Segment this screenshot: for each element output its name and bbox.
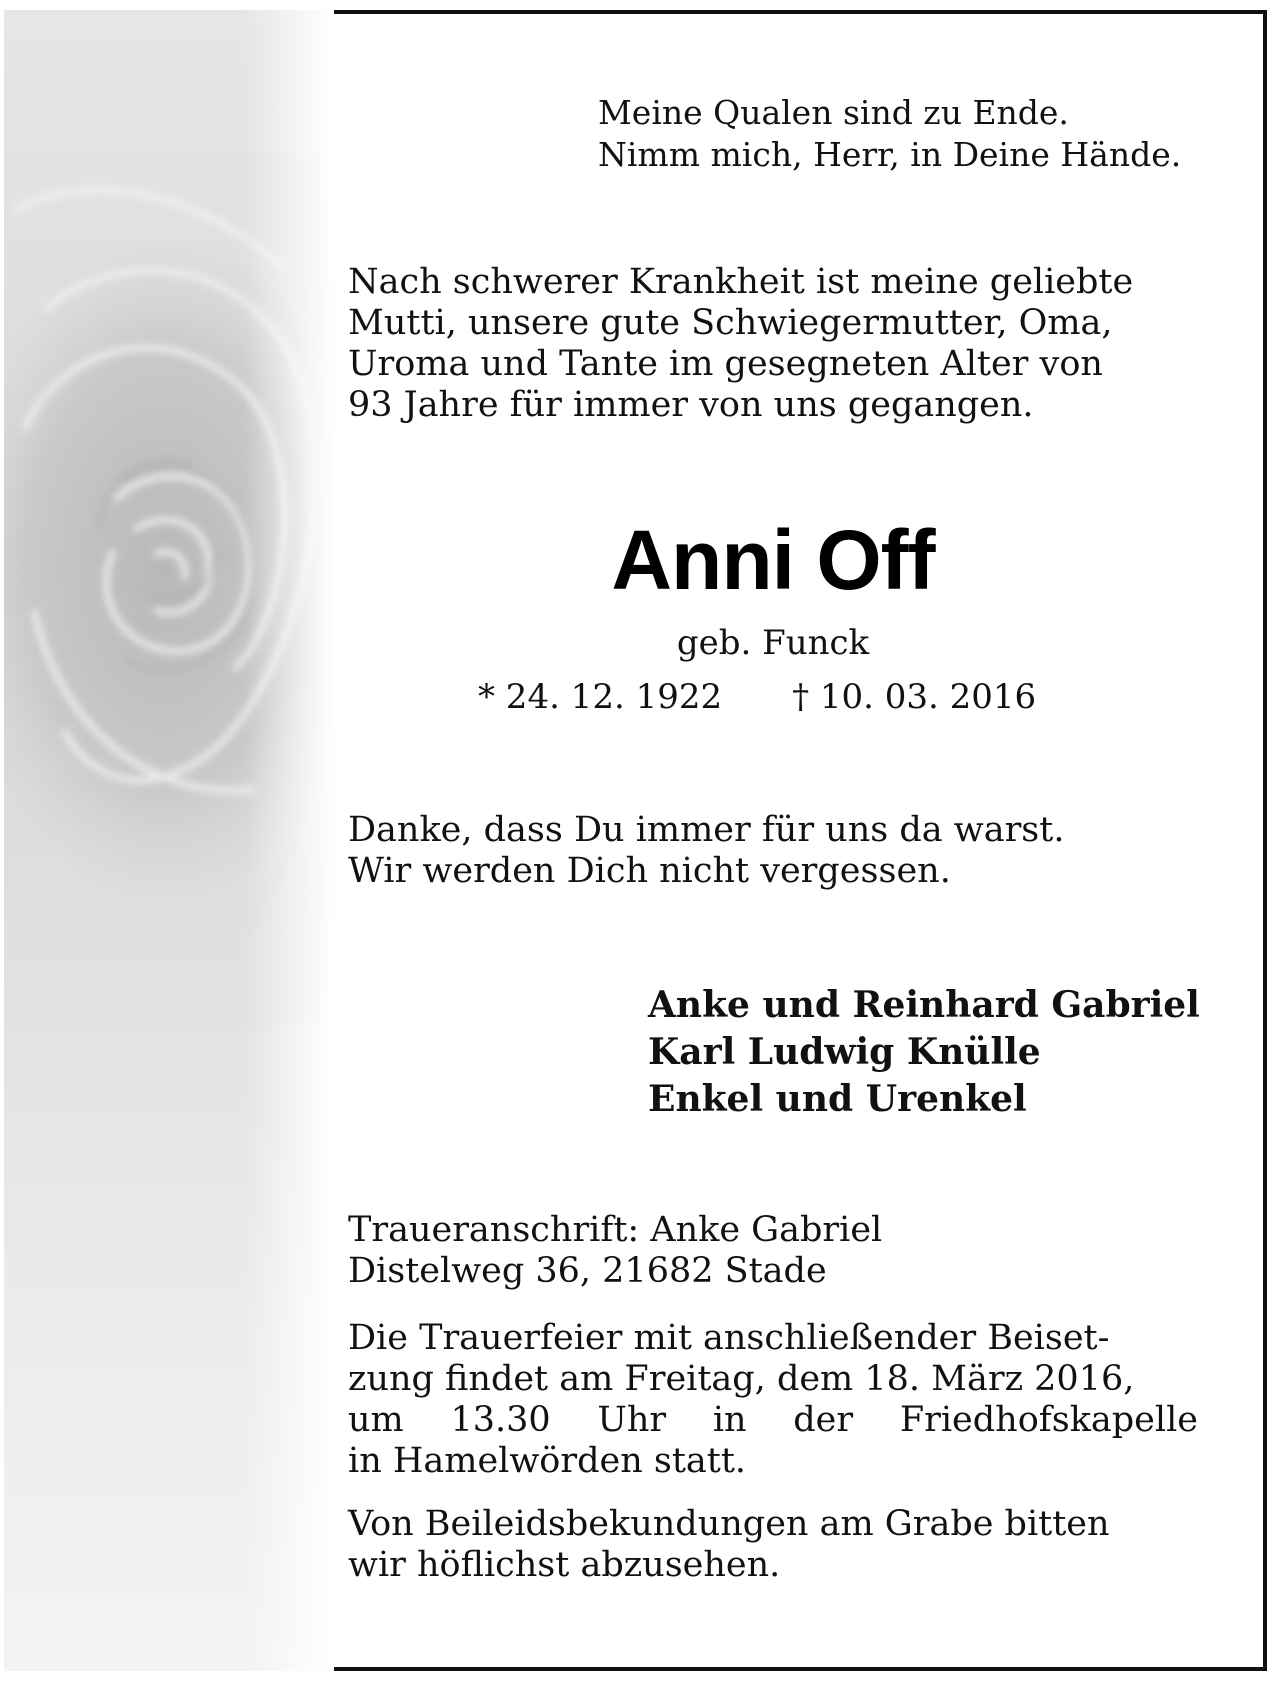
ceremony-line: um 13.30 Uhr in der Friedhofskapelle xyxy=(348,1400,1198,1440)
death-date: † 10. 03. 2016 xyxy=(792,677,1037,717)
rose-image xyxy=(4,10,334,1671)
mourner-name: Karl Ludwig Knülle xyxy=(648,1031,1041,1073)
ceremony-paragraph xyxy=(348,1318,1198,1482)
mourner-name: Anke und Reinhard Gabriel xyxy=(648,984,1200,1026)
maiden-name: geb. Funck xyxy=(676,623,870,663)
birth-date: * 24. 12. 1922 xyxy=(478,677,723,717)
thanks-line: Danke, dass Du immer für uns da warst. xyxy=(348,810,1065,850)
intro-line: Mutti, unsere gute Schwiegermutter, Oma, xyxy=(348,303,1113,343)
motto xyxy=(598,92,1181,176)
condolences-paragraph xyxy=(348,1504,1198,1586)
thanks-paragraph xyxy=(348,810,1198,892)
mourner-name: Enkel und Urenkel xyxy=(648,1078,1027,1120)
mourners-list xyxy=(648,982,1200,1123)
obituary-content xyxy=(348,0,1198,1681)
address-line: Traueranschrift: Anke Gabriel xyxy=(348,1210,883,1250)
address-line: Distelweg 36, 21682 Stade xyxy=(348,1251,827,1291)
intro-line: Nach schwerer Krankheit ist meine geliebte xyxy=(348,262,1134,302)
mourning-address xyxy=(348,1210,882,1292)
condolences-line: wir höflichst abzusehen. xyxy=(348,1545,781,1585)
intro-paragraph xyxy=(348,262,1198,426)
motto-line: Nimm mich, Herr, in Deine Hände. xyxy=(598,135,1182,174)
ceremony-line: Die Trauerfeier mit anschließender Beiset- xyxy=(348,1318,1110,1358)
thanks-line: Wir werden Dich nicht vergessen. xyxy=(348,851,951,891)
ceremony-line: in Hamelwörden statt. xyxy=(348,1441,747,1481)
life-dates xyxy=(478,676,1036,718)
intro-line: 93 Jahre für immer von uns gegangen. xyxy=(348,385,1034,425)
motto-line: Meine Qualen sind zu Ende. xyxy=(598,93,1069,132)
rose-icon xyxy=(4,10,334,1671)
condolences-line: Von Beileidsbekundungen am Grabe bitten xyxy=(348,1504,1110,1544)
intro-line: Uroma und Tante im gesegneten Alter von xyxy=(348,344,1103,384)
ceremony-line: zung findet am Freitag, dem 18. März 2016, xyxy=(348,1359,1135,1399)
deceased-name: Anni Off xyxy=(611,513,935,607)
